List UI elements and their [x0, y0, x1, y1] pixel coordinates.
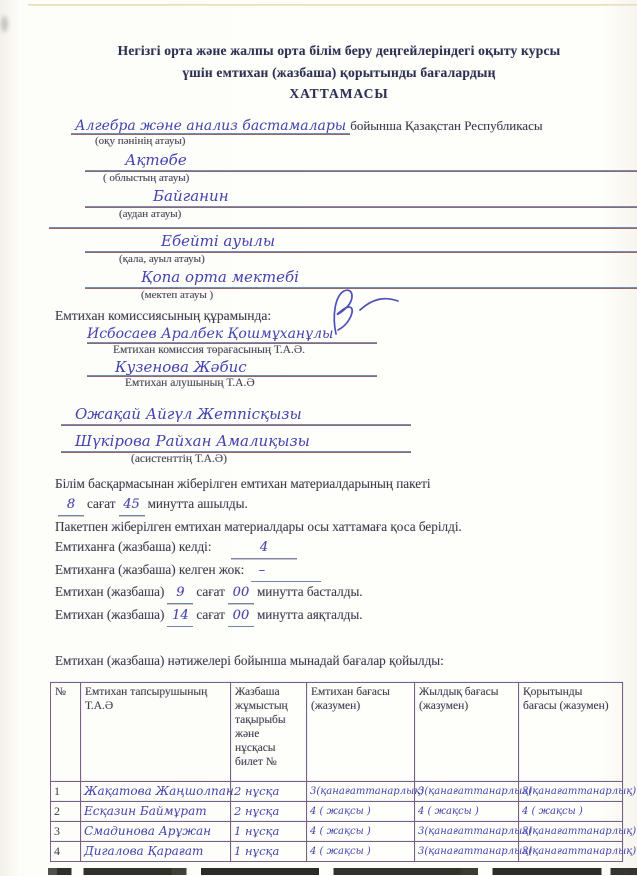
annual-grade: 3(қанағаттанарлық): [415, 781, 519, 801]
start-minute-handwritten: 00: [228, 583, 254, 605]
variant: 1 нұсқа: [231, 841, 307, 861]
student-name: Жақатова Жаңшолпан: [81, 781, 231, 801]
assistant-1-handwritten-name: Ожақай Айгүл Жетпісқызы: [75, 404, 302, 423]
row-number: 1: [51, 781, 81, 801]
school-handwritten-value: Қопа орта мектебі: [141, 267, 299, 286]
scan-artifact-bottom-edge: [48, 868, 637, 875]
commission-heading: Емтихан комиссиясының құрамында:: [55, 307, 272, 323]
final-grade: 3(қанағаттанарлық): [519, 781, 623, 801]
grades-table-header-row: [51, 682, 623, 781]
field-region-row: [85, 150, 637, 172]
subject-printed-suffix: бойынша Қазақстан Республикасы: [350, 117, 543, 133]
end-prefix: Емтихан (жазбаша): [55, 606, 165, 622]
variant: 2 нұсқа: [231, 801, 307, 821]
absent-dash-handwritten: –: [251, 561, 321, 583]
variant: 2 нұсқа: [231, 781, 307, 801]
header-final-grade: Қорытынды бағасы (жазумен): [519, 682, 623, 781]
settlement-handwritten-value: Ебейті ауылы: [161, 231, 276, 250]
header-number: №: [51, 682, 81, 781]
table-row: [51, 781, 623, 801]
field-subject-row: [71, 118, 623, 135]
region-field-label: ( облыстың атауы): [103, 171, 190, 184]
row-number: 4: [51, 841, 81, 861]
assistant-1-row: [61, 404, 623, 426]
scan-artifact-top-line: [28, 4, 637, 6]
commission-examiner-row: [87, 357, 623, 377]
annual-grade: 4 ( жақсы ): [415, 801, 519, 821]
final-grade: 4 ( жақсы ): [519, 801, 623, 821]
examiner-label: Емтихан алушының Т.А.Ә: [125, 376, 255, 389]
end-tail: минутта аяқталды.: [256, 606, 363, 622]
assistant-label: (асистенттің Т.А.Ә): [131, 452, 227, 465]
came-label: Емтиханға (жазбаша) келді:: [55, 539, 212, 554]
settlement-field-label: (қала, ауыл атауы): [119, 252, 205, 265]
title-line-1: Негізгі орта және жалпы орта білім беру деңгейлеріндегі оқыту курсы: [117, 43, 561, 58]
package-sent-line: Білім басқармасынан жіберілген емтихан материалдарының пакеті: [55, 475, 431, 491]
district-handwritten-value: Байганин: [153, 186, 229, 205]
annual-grade: 3(қанағаттанарлық): [415, 821, 519, 841]
assistant-2-row: [61, 431, 623, 453]
document-content: [0, 40, 637, 862]
final-grade: 3(қанағаттанарлық): [519, 841, 623, 861]
subject-field-label: (оқу пәнінің атауы): [95, 134, 186, 147]
results-intro-line: Емтихан (жазбаша) нәтижелері бойынша мынадай бағалар қойылды:: [55, 653, 444, 668]
table-row: [51, 801, 623, 821]
header-variant: Жазбаша жұмыстың тақырыбы және нұсқасы билет №: [231, 682, 307, 781]
absent-line: [55, 560, 623, 583]
word-sagat: сағат: [87, 496, 116, 511]
opened-tail: минутта ашылды.: [147, 496, 248, 511]
chair-label: Емтихан комиссия төрағасының Т.А.Ә.: [113, 343, 306, 356]
exam-grade: 3(қанағаттанарлық): [307, 781, 415, 801]
assistant-2-handwritten-name: Шүкірова Райхан Амалиқызы: [75, 431, 310, 450]
row-number: 3: [51, 821, 81, 841]
came-line: [55, 537, 623, 560]
exam-grade: 4 ( жақсы ): [307, 841, 415, 861]
student-name: Дигалова Қарағат: [81, 841, 231, 861]
table-row: [51, 841, 623, 861]
chair-handwritten-name: Исбосаев Аралбек Қошмұханұлы: [87, 325, 334, 342]
field-settlement-row: [85, 231, 637, 253]
came-count-handwritten: 4: [231, 538, 297, 560]
package-opened-line: [55, 494, 623, 517]
exam-grade: 4 ( жақсы ): [307, 821, 415, 841]
field-district-row: [85, 186, 637, 208]
absent-label: Емтиханға (жазбаша) келген жок:: [55, 561, 245, 577]
district-field-label: (аудан атауы): [119, 207, 182, 220]
word-sagat-3: сағат: [196, 606, 225, 622]
scan-artifact-extra-rule: [49, 227, 637, 229]
start-prefix: Емтихан (жазбаша): [55, 584, 165, 599]
start-hour-handwritten: 9: [167, 583, 193, 605]
exam-start-line: [55, 582, 623, 605]
final-grade: 3(қанағаттанарлық): [519, 821, 623, 841]
statements-block: [55, 474, 623, 628]
row-number: 2: [51, 801, 81, 821]
opened-minute-handwritten: 45: [119, 495, 145, 517]
table-row: [51, 821, 623, 841]
scan-artifact-smudge: [1, 16, 8, 32]
word-sagat-2: сағат: [196, 584, 225, 599]
opened-hour-handwritten: 8: [58, 495, 84, 517]
exam-end-line: [55, 605, 623, 628]
student-name: Смадинова Арұжан: [81, 821, 231, 841]
signature-scribble: [320, 286, 406, 338]
package-attached-line: Пакетпен жіберілген емтихан материалдары осы хаттамаға қоса берілді.: [55, 518, 462, 534]
student-name: Есқазин Баймұрат: [81, 801, 231, 821]
region-handwritten-value: Ақтөбе: [125, 150, 187, 169]
title-line-2: үшін емтихан (жазбаша) қорытынды бағалардың: [182, 64, 496, 80]
header-annual-grade: Жылдық бағасы (жазумен): [415, 682, 519, 781]
document-title: [55, 40, 623, 105]
subject-handwritten-value: Алгебра және анализ бастамалары: [71, 118, 350, 135]
title-protocol-word: ХАТТАМАСЫ: [289, 86, 389, 101]
annual-grade: 3(қанағаттанарлық): [415, 841, 519, 861]
end-hour-handwritten: 14: [167, 606, 193, 628]
variant: 1 нұсқа: [231, 821, 307, 841]
header-exam-grade: Емтихан бағасы (жазумен): [307, 682, 415, 781]
school-field-label: (мектеп атауы ): [141, 288, 214, 301]
exam-grade: 4 ( жақсы ): [307, 801, 415, 821]
grades-table: [50, 682, 637, 862]
header-student-name: Емтихан тапсырушының Т.А.Ә: [81, 682, 231, 781]
start-tail: минутта басталды.: [256, 584, 363, 599]
end-minute-handwritten: 00: [228, 606, 254, 628]
examiner-handwritten-name: Кузенова Жәбис: [115, 357, 247, 376]
